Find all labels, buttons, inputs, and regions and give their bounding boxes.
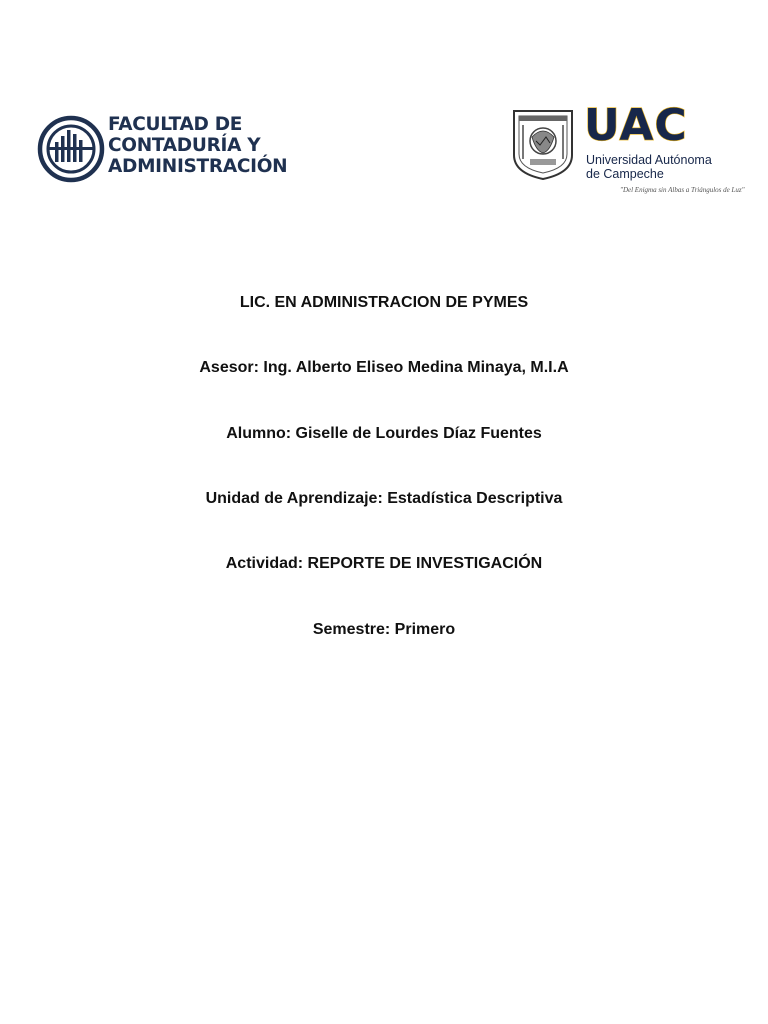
activity-line: Actividad: REPORTE DE INVESTIGACIÓN — [225, 555, 543, 572]
university-name-line-1: Universidad Autónoma — [586, 153, 712, 167]
fca-emblem-icon — [36, 110, 106, 188]
advisor-line: Asesor: Ing. Alberto Eliseo Medina Minaya, M.I.A — [199, 359, 569, 376]
university-motto: "Del Enigma sin Albas a Triángulos de Luz" — [620, 186, 745, 194]
semester-line: Semestre: Primero — [312, 621, 456, 638]
faculty-name-line-2: CONTADURÍA Y — [108, 135, 261, 156]
student-line: Alumno: Giselle de Lourdes Díaz Fuentes — [226, 425, 542, 442]
university-name-line-2: de Campeche — [586, 167, 664, 181]
university-acronym: UAC — [584, 100, 688, 151]
faculty-name-line-1: FACULTAD DE — [108, 114, 243, 135]
faculty-name — [108, 114, 287, 177]
university-logo — [584, 100, 745, 196]
program-title: LIC. EN ADMINISTRACION DE PYMES — [239, 294, 529, 311]
faculty-logo — [36, 108, 288, 188]
university-name — [586, 153, 712, 181]
faculty-name-line-3: ADMINISTRACIÓN — [108, 156, 288, 177]
course-line: Unidad de Aprendizaje: Estadística Descriptiva — [205, 490, 563, 507]
uac-seal-icon — [510, 107, 576, 181]
